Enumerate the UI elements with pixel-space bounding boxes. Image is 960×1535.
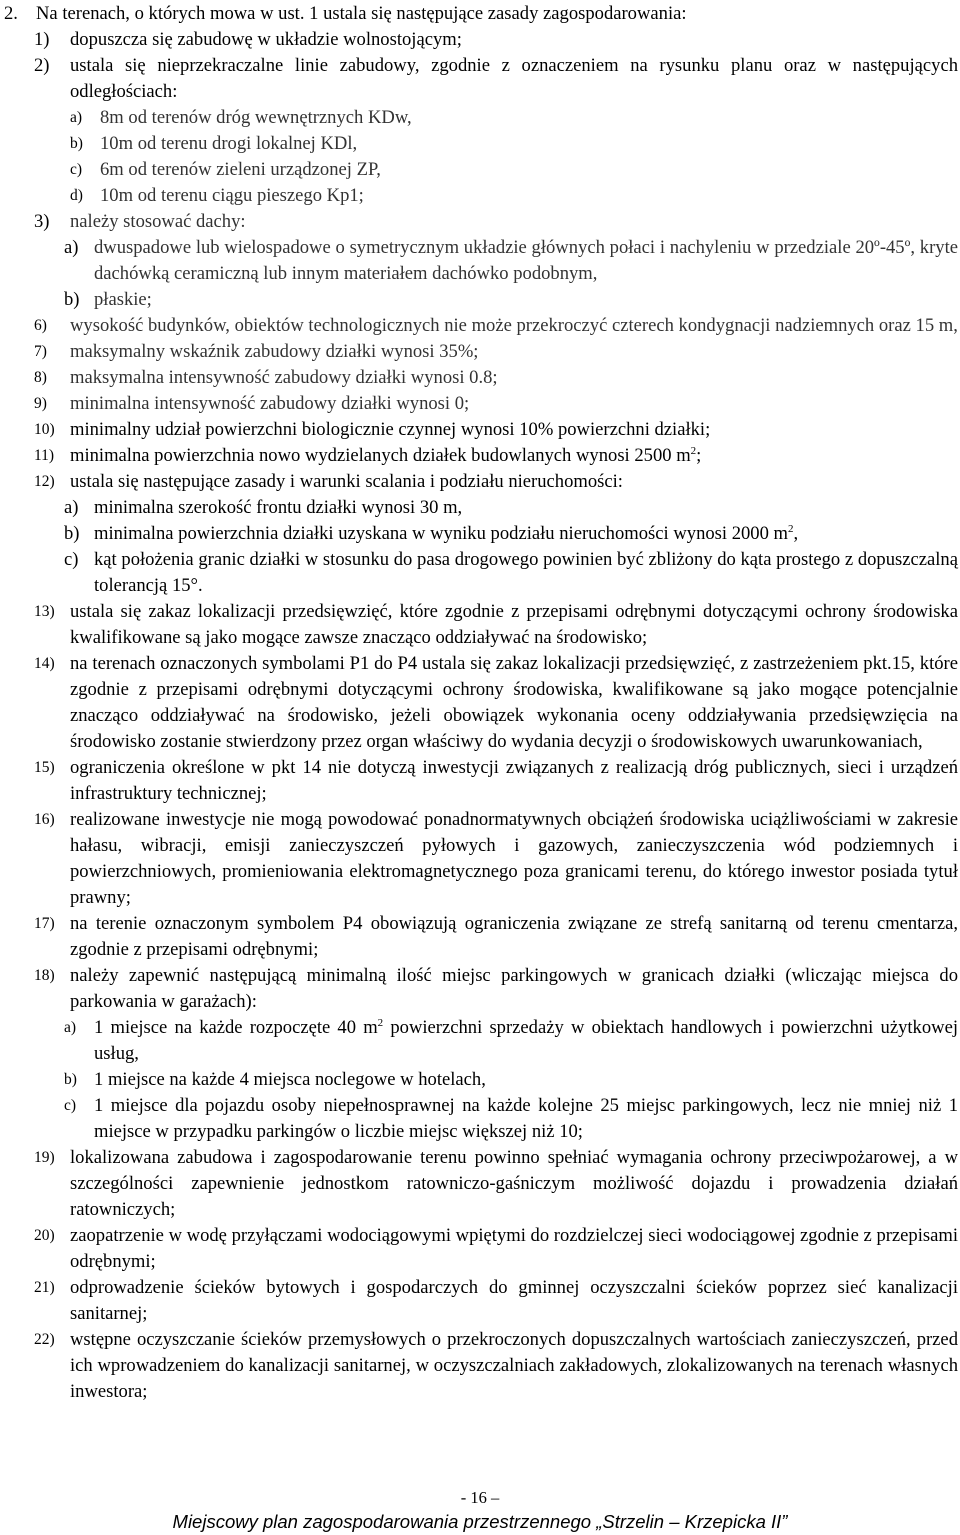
item-marker: 12) — [34, 473, 55, 490]
sub-item-text: 10m od terenu drogi lokalnej KDl, — [100, 133, 358, 154]
list-item-22 — [4, 1327, 958, 1405]
item-marker: 16) — [34, 811, 55, 828]
item-text: należy stosować dachy: — [70, 211, 246, 232]
list-item-15 — [4, 755, 958, 807]
item-text: dopuszcza się zabudowę w układzie wolnostojącym; — [70, 29, 462, 50]
list-item-21 — [4, 1275, 958, 1327]
list-item-7 — [4, 339, 958, 365]
sub-item-marker: b) — [64, 523, 80, 544]
list-item-20 — [4, 1223, 958, 1275]
sub-item-text: 1 miejsce dla pojazdu osoby niepełnosprawnej na każde kolejne 25 miejsc parkingowych, lecz nie mniej niż 1 miejsce w przypadku parkingów o liczbie miejsc większej niż 10; — [94, 1095, 958, 1142]
list-item-6 — [4, 313, 958, 339]
list-item-14 — [4, 651, 958, 755]
item-text: zaopatrzenie w wodę przyłączami wodociągowymi wpiętymi do rozdzielczej sieci wodociągowej zgodnie z przepisami odrębnymi; — [70, 1225, 959, 1272]
sub-item-text: 8m od terenów dróg wewnętrznych KDw, — [100, 107, 412, 128]
superscript: 2 — [377, 1017, 384, 1029]
item-marker: 10) — [34, 421, 55, 438]
sub-item-18a — [4, 1015, 958, 1067]
superscript: 2 — [690, 445, 697, 457]
item-marker: 11) — [34, 447, 55, 464]
item-text: maksymalna intensywność zabudowy działki wynosi 0.8; — [70, 367, 498, 388]
item-marker: 14) — [34, 655, 55, 672]
item-marker: 9) — [34, 395, 47, 412]
item-marker: 18) — [34, 967, 55, 984]
sub-item-2c — [4, 157, 958, 183]
sub-item-marker: a) — [64, 497, 79, 518]
section-marker: 2. — [4, 3, 18, 24]
sub-item-text: minimalna powierzchnia działki uzyskana w wyniku podziału nieruchomości wynosi 2000 $m^2$, — [94, 523, 799, 544]
sub-item-text: 1 miejsce na każde 4 miejsca noclegowe w hotelach, — [94, 1069, 486, 1090]
item-text: minimalny udział powierzchni biologicznie czynnej wynosi 10% powierzchni działki; — [70, 419, 711, 440]
item-text: wstępne oczyszczanie ścieków przemysłowych o przekroczonych dopuszczalnych wartościach zanieczyszczeń, przed ich wprowadzeniem do kanalizacji sanitarnej, w oczyszczalniach zakładowych, zlokalizowanych na terenach własnych inwestora; — [70, 1329, 958, 1402]
item-marker: 15) — [34, 759, 55, 776]
sub-item-2d — [4, 183, 958, 209]
item-marker: 19) — [34, 1149, 55, 1166]
sub-item-marker: b) — [64, 289, 80, 310]
section-text: Na terenach, o których mowa w ust. 1 ustala się następujące zasady zagospodarowania: — [36, 3, 687, 24]
item-text: wysokość budynków, obiektów technologicznych nie może przekroczyć czterech kondygnacji nadziemnych oraz 15 m, — [70, 315, 958, 336]
list-item-2 — [4, 53, 958, 105]
sub-item-2b — [4, 131, 958, 157]
list-item-12 — [4, 469, 958, 495]
item-marker: 8) — [34, 369, 47, 386]
item-text: ograniczenia określone w pkt 14 nie dotyczą inwestycji związanych z realizacją dróg publicznych, sieci i urządzeń infrastruktury technicznej; — [70, 757, 958, 804]
item-marker: 7) — [34, 343, 47, 360]
sub-item-marker: c) — [64, 1097, 77, 1114]
item-text: minimalna intensywność zabudowy działki wynosi 0; — [70, 393, 470, 414]
sub-item-marker: d) — [70, 187, 83, 204]
item-text: na terenach oznaczonych symbolami P1 do P4 ustala się zakaz lokalizacji przedsięwzięć, z zastrzeżeniem pkt.15, które zgodnie z przepisami odrębnymi dotyczącymi ochrony środowiska, kwalifikowane są jako mogące potencjalnie znacząco oddziaływać na środowisko, jeżeli obowiązek wykonania oceny oddziaływania przedsięwzięcia na środowisko zostanie stwierdzony przez organ właściwy do wydania decyzji o środowiskowych uwarunkowaniach, — [70, 653, 958, 752]
sub-item-marker: a) — [70, 109, 83, 126]
list-item-8 — [4, 365, 958, 391]
sub-item-marker: a) — [64, 1019, 77, 1036]
page-number: - 16 – — [460, 1488, 500, 1507]
document-page — [4, 1, 958, 1405]
list-item-9 — [4, 391, 958, 417]
item-marker: 3) — [34, 211, 50, 232]
sub-item-text: dwuspadowe lub wielospadowe o symetrycznym układzie głównych połaci i nachyleniu w przedziale 20º-45º, kryte dachówką ceramiczną lub innym materiałem dachówko podobnym, — [94, 237, 958, 284]
item-marker: 20) — [34, 1227, 55, 1244]
item-text: ustala się nieprzekraczalne linie zabudowy, zgodnie z oznaczeniem na rysunku planu oraz w następujących odległościach: — [70, 55, 958, 102]
item-marker: 17) — [34, 915, 55, 932]
item-marker: 6) — [34, 317, 47, 334]
sub-item-marker: a) — [64, 237, 79, 258]
list-item-13 — [4, 599, 958, 651]
sub-item-18b — [4, 1067, 958, 1093]
item-marker: 22) — [34, 1331, 55, 1348]
sub-item-text: płaskie; — [94, 289, 152, 310]
list-item-1 — [4, 27, 958, 53]
item-text: realizowane inwestycje nie mogą powodować ponadnormatywnych obciążeń środowiska uciążliwościami w zakresie hałasu, wibracji, emisji zanieczyszczeń pyłowych i gazowych, zanieczyszczenia wód podziemnych i powierzchniowych, promieniowania elektromagnetycznego poza granicami terenu, do którego inwestor posiada tytuł prawny; — [70, 809, 958, 908]
list-item-3 — [4, 209, 958, 235]
item-text: lokalizowana zabudowa i zagospodarowanie terenu powinno spełniać wymagania ochrony przeciwpożarowej, a w szczególności zapewnienie jednostkom ratowniczo-gaśniczym możliwość dojazdu i prowadzenia działań ratowniczych; — [70, 1147, 958, 1220]
item-text: minimalna powierzchnia nowo wydzielanych działek budowlanych wynosi 2500 $m^2$; — [70, 445, 702, 466]
item-text: należy zapewnić następującą minimalną ilość miejsc parkingowych w granicach działki (wliczając miejsca do parkowania w garażach): — [70, 965, 958, 1012]
document-title-footer: Miejscowy plan zagospodarowania przestrzennego „Strzelin – Krzepicka II” — [172, 1511, 788, 1532]
sub-item-text: 10m od terenu ciągu pieszego Kp1; — [100, 185, 364, 206]
list-item-11 — [4, 443, 958, 469]
sub-item-12a — [4, 495, 958, 521]
item-marker: 2) — [34, 55, 50, 76]
sub-item-3b — [4, 287, 958, 313]
item-text: odprowadzenie ścieków bytowych i gospodarczych do gminnej oczyszczalni ścieków poprzez sieć kanalizacji sanitarnej; — [70, 1277, 958, 1324]
item-marker: 1) — [34, 29, 50, 50]
item-text: na terenie oznaczonym symbolem P4 obowiązują ograniczenia związane ze strefą sanitarną od terenu cmentarza, zgodnie z przepisami odrębnymi; — [70, 913, 958, 960]
sub-item-text: minimalna szerokość frontu działki wynosi 30 m, — [94, 497, 463, 518]
item-text: ustala się zakaz lokalizacji przedsięwzięć, które zgodnie z przepisami odrębnymi dotyczącymi ochrony środowiska kwalifikowane są jako mogące zawsze znacząco oddziaływać na środowisko; — [70, 601, 958, 648]
sub-item-marker: c) — [64, 549, 79, 570]
list-item-17 — [4, 911, 958, 963]
sub-item-marker: b) — [64, 1071, 77, 1088]
sub-item-marker: c) — [70, 161, 83, 178]
sub-item-marker: b) — [70, 135, 83, 152]
superscript: 2 — [788, 523, 794, 535]
sub-item-2a — [4, 105, 958, 131]
sub-item-3a — [4, 235, 958, 287]
list-item-10 — [4, 417, 958, 443]
sub-item-18c — [4, 1093, 958, 1145]
item-marker: 13) — [34, 603, 55, 620]
sub-item-text: kąt położenia granic działki w stosunku do pasa drogowego powinien być zbliżony do kąta prostego z dopuszczalną tolerancją 15°. — [94, 549, 958, 596]
item-text: maksymalny wskaźnik zabudowy działki wynosi 35%; — [70, 341, 479, 362]
list-item-18 — [4, 963, 958, 1015]
item-text: ustala się następujące zasady i warunki scalania i podziału nieruchomości: — [70, 471, 623, 492]
section-2-intro — [4, 1, 958, 27]
sub-item-12b — [4, 521, 958, 547]
sub-item-text: 1 miejsce na każde rozpoczęte 40 $m^2$ powierzchni sprzedaży w obiektach handlowych i powierzchni użytkowej usług, — [94, 1017, 958, 1064]
sub-item-12c — [4, 547, 958, 599]
list-item-16 — [4, 807, 958, 911]
item-marker: 21) — [34, 1279, 55, 1296]
sub-item-text: 6m od terenów zieleni urządzonej ZP, — [100, 159, 381, 180]
list-item-19 — [4, 1145, 958, 1223]
